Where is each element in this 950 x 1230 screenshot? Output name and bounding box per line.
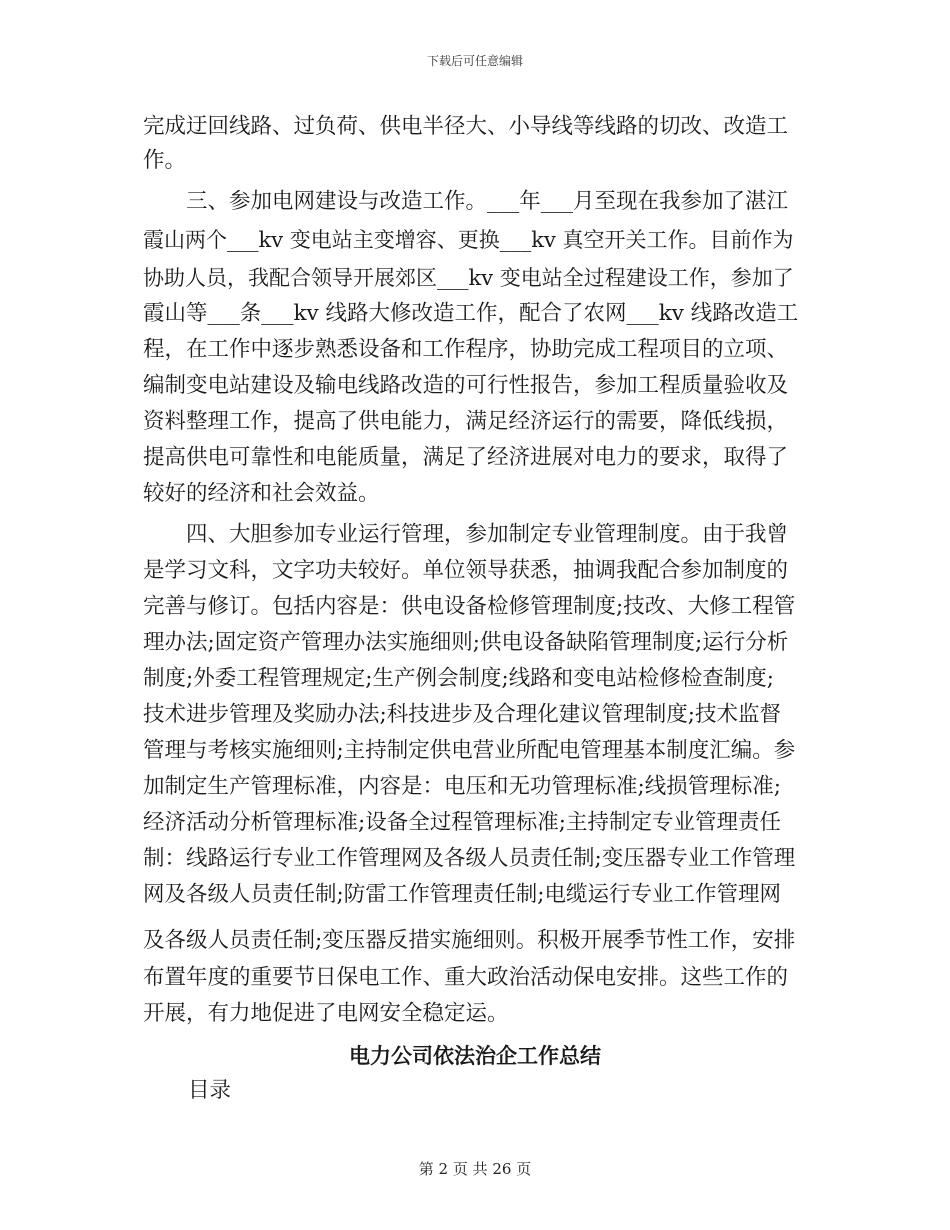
text-line: 布置年度的重要节日保电工作、重大政治活动保电安排。这些工作的	[143, 965, 789, 990]
text-line: 编制变电站建设及输电线路改造的可行性报告，参加工程质量验收及	[143, 373, 789, 398]
text-line: 霞山两个___kv 变电站主变增容、更换___kv 真空开关工作。目前作为	[143, 228, 794, 252]
toc-label: 目录	[188, 1078, 232, 1103]
section-title: 电力公司依法治企工作总结	[349, 1044, 601, 1068]
text-line: 管理与考核实施细则;主持制定供电营业所配电管理基本制度汇编。参	[143, 738, 796, 763]
text-line: 完善与修订。包括内容是：供电设备检修管理制度;技改、大修工程管	[143, 594, 796, 619]
text-line: 四、大胆参加专业运行管理，参加制定专业管理制度。由于我曾	[143, 522, 789, 547]
text-line: 及各级人员责任制;变压器反措实施细则。积极开展季节性工作，安排	[143, 928, 796, 953]
text-line: 较好的经济和社会效益。	[143, 481, 380, 506]
text-line: 程，在工作中逐步熟悉设备和工作程序，协助完成工程项目的立项、	[143, 337, 789, 362]
text-line: 网及各级人员责任制;防雷工作管理责任制;电缆运行专业工作管理网	[143, 882, 781, 907]
text-line: 提高供电可靠性和电能质量，满足了经济进展对电力的要求，取得了	[143, 445, 789, 470]
text-line: 经济活动分析管理标准;设备全过程管理标准;主持制定专业管理责任	[143, 810, 781, 835]
text-line: 理办法;固定资产管理办法实施细则;供电设备缺陷管理制度;运行分析	[143, 630, 789, 655]
text-line: 霞山等___条___kv 线路大修改造工作，配合了农网___kv 线路改造工	[143, 301, 799, 326]
text-line: 开展，有力地促进了电网安全稳定运。	[143, 1001, 509, 1026]
text-line: 资料整理工作，提高了供电能力，满足经济运行的需要，降低线损，	[143, 409, 789, 434]
text-line: 协助人员，我配合领导开展郊区___kv 变电站全过程建设工作，参加了	[143, 266, 794, 290]
page-footer: 第 2 页 共 26 页	[418, 1160, 532, 1178]
page-header: 下载后可任意编辑	[426, 54, 523, 68]
text-line: 技术进步管理及奖励办法;科技进步及合理化建议管理制度;技术监督	[143, 702, 781, 727]
text-line: 制：线路运行专业工作管理网及各级人员责任制;变压器专业工作管理	[143, 846, 796, 871]
text-line: 完成迂回线路、过负荷、供电半径大、小导线等线路的切改、改造工	[143, 114, 789, 139]
text-line: 加制定生产管理标准，内容是：电压和无功管理标准;线损管理标准;	[143, 774, 781, 799]
text-line: 作。	[143, 148, 187, 173]
text-line: 是学习文科，文字功夫较好。单位领导获悉，抽调我配合参加制度的	[143, 558, 789, 583]
text-line: 三、参加电网建设与改造工作。___年___月至现在我参加了湛江	[143, 189, 789, 214]
text-line: 制度;外委工程管理规定;生产例会制度;线路和变电站检修检查制度;	[143, 666, 774, 691]
